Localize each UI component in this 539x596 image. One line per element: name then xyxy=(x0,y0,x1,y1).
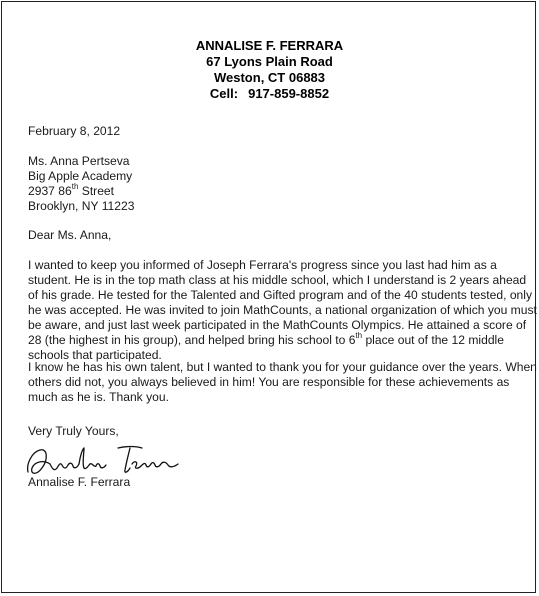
salutation: Dear Ms. Anna, xyxy=(28,228,112,242)
sender-city: Weston, CT 06883 xyxy=(213,70,326,85)
sender-street: 67 Lyons Plain Road xyxy=(206,54,333,69)
recipient-street xyxy=(28,181,115,199)
recipient-city: Brooklyn, NY 11223 xyxy=(28,199,135,213)
letterhead xyxy=(2,38,537,102)
paragraph-line: I know he has his own talent, but I wanted to thank you for your guidance over the years. When xyxy=(28,360,537,374)
paragraph-line: I wanted to keep you informed of Joseph Ferrara's progress since you last had him as a xyxy=(28,258,497,272)
recipient-name: Ms. Anna Pertseva xyxy=(28,154,130,168)
line-text: 28 (the highest in his group), and helped bring his school to 6 xyxy=(28,333,356,347)
cell-number: 917-859-8852 xyxy=(248,86,330,101)
paragraph-line: others did not, you always believed in him! You are responsible for these achievements as xyxy=(28,375,510,389)
street-number: 2937 86 xyxy=(28,184,72,198)
paragraph-line: schools that participated. xyxy=(28,348,162,362)
paragraph-line: be aware, and just last week participated in the MathCounts Olympics. He attained a score of xyxy=(28,318,527,332)
closing: Very Truly Yours, xyxy=(28,424,119,438)
paragraph-line: of his grade. He tested for the Talented and Gifted program and of the 40 students tested, only xyxy=(28,288,533,302)
signature-text: Annalise Ferrara xyxy=(22,438,30,439)
paragraph-line: he was accepted. He was invited to join MathCounts, a national organization of which you must xyxy=(28,303,537,317)
sender-name: ANNALISE F. FERRARA xyxy=(195,38,344,53)
sender-cell xyxy=(2,86,537,102)
street-name: Street xyxy=(78,184,115,198)
signer-name: Annalise F. Ferrara xyxy=(28,475,131,489)
body-paragraph-2 xyxy=(28,360,537,405)
body-paragraph-1 xyxy=(28,258,537,363)
cell-label: Cell: xyxy=(209,86,239,101)
paragraph-line: much as he is. Thank you. xyxy=(28,390,169,404)
letter-date: February 8, 2012 xyxy=(28,124,121,138)
ordinal-suffix: th xyxy=(355,330,363,340)
letter-page xyxy=(1,1,536,593)
paragraph-line xyxy=(28,330,528,348)
street-suffix: th xyxy=(71,181,79,191)
line-text: place out of the 12 middle xyxy=(362,333,504,347)
paragraph-line: student. He is in the top math class at his middle school, which I understand is 2 years ahead xyxy=(28,273,527,287)
recipient-org: Big Apple Academy xyxy=(28,169,133,183)
